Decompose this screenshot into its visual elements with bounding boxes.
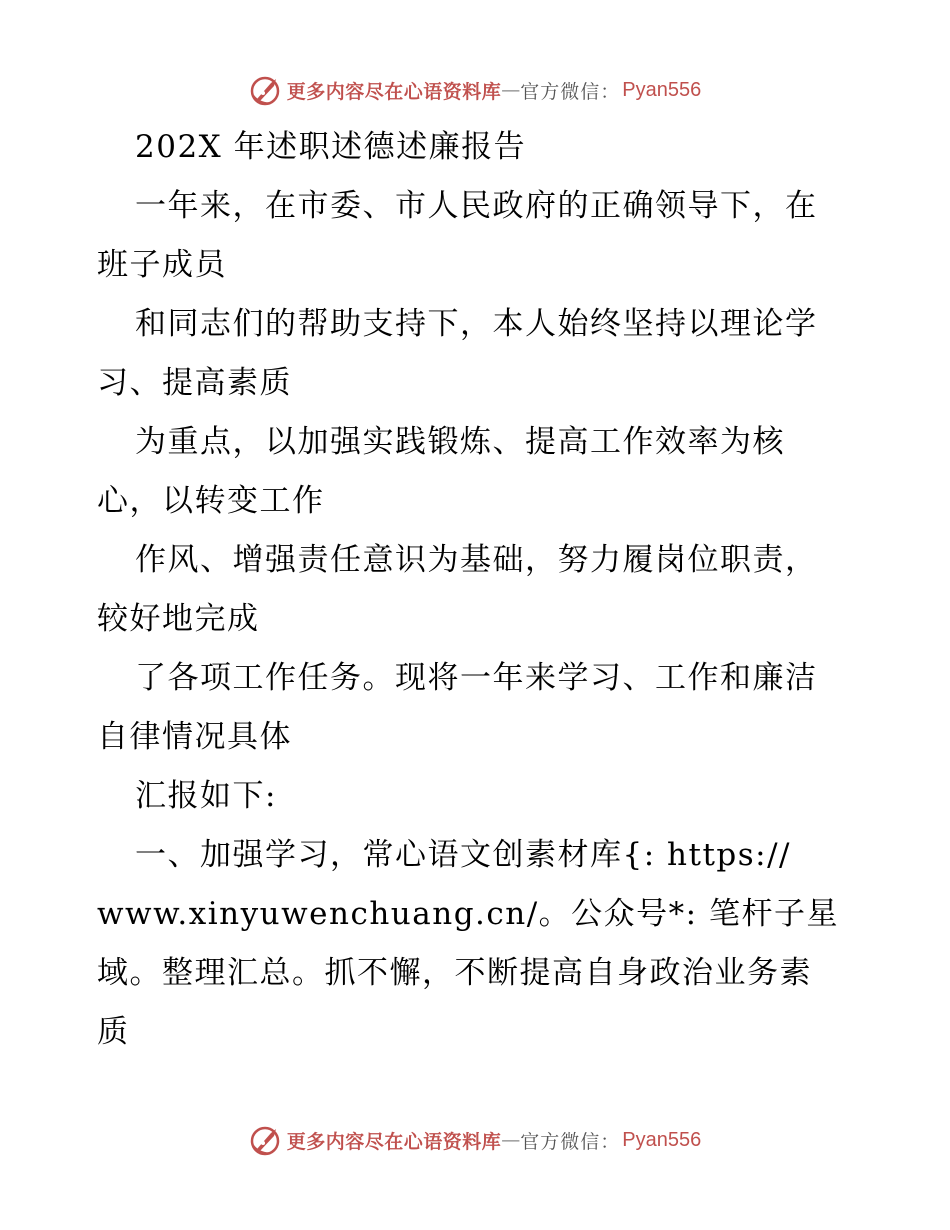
document-line: 了各项工作任务。现将一年来学习、工作和廉洁	[135, 660, 818, 696]
document-line: 自律情况具体	[97, 719, 292, 755]
banner-text: 更多内容尽在心语资料库	[286, 80, 502, 103]
banner-contact-label: 官方微信：	[520, 80, 621, 103]
document-line: 域。整理汇总。抓不懈，不断提高自身政治业务素	[97, 955, 812, 991]
document-line: 汇报如下:	[135, 778, 277, 814]
document-line: 质	[97, 1014, 130, 1050]
document-line: 作风、增强责任意识为基础，努力履岗位职责，	[135, 542, 818, 578]
document-line: 心，以转变工作	[97, 483, 325, 519]
document-line: 一年来，在市委、市人民政府的正确领导下，在	[135, 188, 818, 224]
banner-contact-id: Pyan556	[622, 78, 702, 101]
document-line: 较好地完成	[97, 601, 260, 637]
banner-contact-label: 官方微信：	[520, 1130, 621, 1153]
document-line: 为重点，以加强实践锻炼、提高工作效率为核	[135, 424, 785, 460]
header-banner	[0, 70, 950, 110]
document-line: www.xinyuwenchuang.cn/。公众号*: 笔杆子星	[97, 896, 839, 932]
banner-text: 更多内容尽在心语资料库	[286, 1130, 502, 1153]
document-line: 习、提高素质	[97, 365, 292, 401]
banner-separator: —	[501, 79, 521, 101]
footer-banner	[0, 1120, 950, 1160]
document-line: 202X 年述职述德述廉报告	[135, 129, 527, 165]
document-line: 一、加强学习，常心语文创素材库{: https://	[135, 837, 791, 873]
pen-nib-logo-icon	[249, 73, 283, 107]
pen-nib-logo-icon	[249, 1123, 283, 1157]
banner-contact-id: Pyan556	[622, 1128, 702, 1151]
banner-separator: —	[501, 1129, 521, 1151]
document-line: 班子成员	[97, 247, 227, 283]
document-body	[97, 118, 857, 1062]
document-line: 和同志们的帮助支持下，本人始终坚持以理论学	[135, 306, 818, 342]
